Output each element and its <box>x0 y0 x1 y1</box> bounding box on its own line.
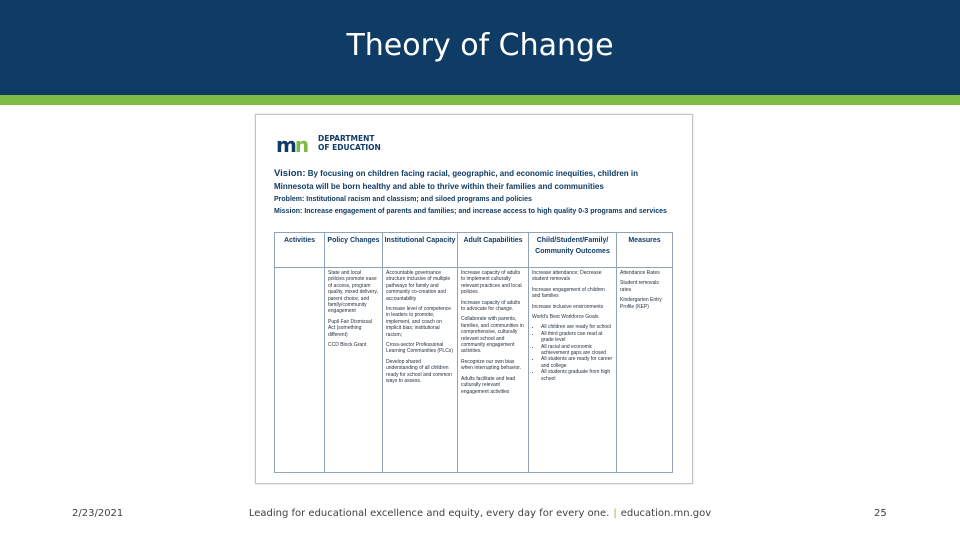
footer-date: 2/23/2021 <box>72 508 124 519</box>
logo-text: DEPARTMENT OF EDUCATION <box>318 134 381 152</box>
slide-header <box>0 0 960 95</box>
institutional-capacity-cell: Accountable governance structure inclusive of multiple pathways for family and community co-creation and accountability Increase level of competence in leaders to promote, implement, and coach on implicit bias; institutional racism; Cross-sector Professional Learning Communities (PLCs) Develop shared understanding of all children ready for school and common ways to assess. <box>383 268 458 473</box>
column-header-measures: Measures <box>617 233 673 268</box>
slide-title: Theory of Change <box>346 28 614 63</box>
workforce-goals-list <box>532 324 613 382</box>
logo-mark: mn <box>276 133 308 157</box>
table-header-row <box>275 233 673 268</box>
list-item: • All children are ready for school <box>541 324 613 330</box>
table-row <box>275 268 673 473</box>
vision-statement <box>274 167 674 193</box>
adult-capabilities-cell: Increase capacity of adults to implement culturally relevant practices and local policies. Increase capacity of adults to advocate for change. Collaborate with parents, families, and communities in comprehensive, culturally relevant school and community engagement activities. Recognize our own bias when interrupting behavior. Adults facilitate and lead culturally relevant engagement activities <box>458 268 529 473</box>
list-item: • All students graduate from high school <box>541 369 613 382</box>
list-item: • All students are ready for career and college <box>541 356 613 369</box>
list-item: • All racial and economic achievement gaps are closed <box>541 344 613 357</box>
footer-website: education.mn.gov <box>620 508 712 519</box>
column-header-adult-capabilities: Adult Capabilities <box>458 233 529 268</box>
vision-label: Vision: <box>274 168 306 179</box>
measures-cell: Attendance Rates Student removals rates Kindergarten Entry Profile (KEP) <box>617 268 673 473</box>
column-header-outcomes: Child/Student/Family/ Community Outcomes <box>529 233 617 268</box>
activities-cell <box>275 268 325 473</box>
column-header-institutional-capacity: Institutional Capacity <box>383 233 458 268</box>
column-header-policy-changes: Policy Changes <box>325 233 383 268</box>
mission-statement: Mission: Increase engagement of parents and families; and increase access to high quality 0-3 programs and services <box>274 208 667 215</box>
theory-of-change-table <box>274 232 673 473</box>
policy-changes-cell: State and local policies promote ease of access, program quality, mixed delivery, parent choice, and family/community engagement Pupil Fair Dismissal Act (something different) CCD Block Grant <box>325 268 383 473</box>
outcomes-cell: Increase attendance; Decrease student removals Increase engagement of children and families Increase inclusive environments World's Best Workforce Goals • All children are ready for school • All third graders can read at grade level • All racial and economic achievement gaps are closed • All students are ready for career and college • All students graduate from high school <box>529 268 617 473</box>
list-item: • All third graders can read at grade level <box>541 331 613 344</box>
problem-statement: Problem: Institutional racism and classism; and siloed programs and policies <box>274 196 532 203</box>
footer-tagline: Leading for educational excellence and equity, every day for every one. <box>248 508 610 519</box>
column-header-activities: Activities <box>275 233 325 268</box>
footer-separator: | <box>613 508 617 519</box>
vision-text: By focusing on children facing racial, geographic, and economic inequities, children in Minnesota will be born healthy and able to thrive within their families and communities <box>274 169 639 191</box>
page-number: 25 <box>874 508 887 519</box>
accent-bar <box>0 95 960 105</box>
embedded-document <box>255 114 693 484</box>
footer-tagline-line <box>0 508 960 519</box>
